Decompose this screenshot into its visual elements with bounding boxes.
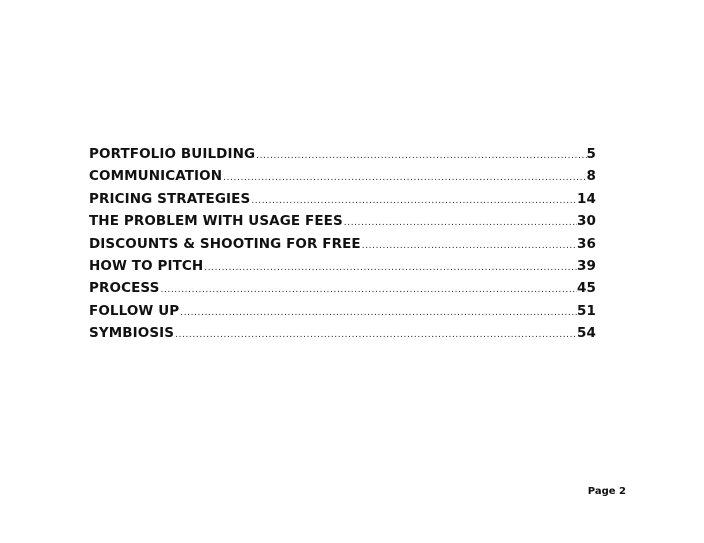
toc-entry-page: 36 [577, 235, 596, 252]
toc-entry-page: 14 [577, 190, 596, 207]
toc-entry-follow-up[interactable] [89, 303, 596, 325]
toc-entry-symbiosis[interactable] [89, 325, 596, 347]
toc-entry-page: 39 [577, 257, 596, 274]
toc-entry-title: SYMBIOSIS [89, 325, 175, 342]
toc-entry-how-to-pitch[interactable] [89, 258, 596, 280]
page-number: Page 2 [587, 486, 626, 497]
toc-dot-leader [255, 151, 586, 161]
toc-entry-communication[interactable] [89, 168, 596, 190]
toc-entry-portfolio-building[interactable] [89, 146, 596, 168]
toc-entry-title: PROCESS [89, 280, 160, 297]
toc-entry-title: HOW TO PITCH [89, 257, 204, 274]
toc-entry-page: 54 [577, 325, 596, 342]
toc-entry-title: PORTFOLIO BUILDING [89, 146, 256, 162]
toc-entry-page: 30 [577, 213, 596, 230]
toc-dot-leader [174, 330, 577, 340]
toc-dot-leader [159, 285, 577, 295]
toc-entry-page: 51 [577, 302, 596, 319]
toc-dot-leader [179, 308, 577, 318]
toc-entry-title: COMMUNICATION [89, 168, 223, 185]
toc-entry-discounts[interactable] [89, 236, 596, 258]
toc-entry-pricing-strategies[interactable] [89, 191, 596, 213]
toc-dot-leader [222, 173, 586, 183]
toc-entry-title: THE PROBLEM WITH USAGE FEES [89, 213, 343, 230]
toc-entry-title: PRICING STRATEGIES [89, 190, 251, 207]
toc-entry-usage-fees[interactable] [89, 213, 596, 235]
toc-entry-page: 5 [586, 146, 596, 162]
toc-dot-leader [250, 196, 577, 206]
toc-dot-leader [343, 218, 577, 228]
toc-entry-page: 8 [586, 168, 596, 185]
toc-entry-process[interactable] [89, 280, 596, 302]
toc-entry-title: DISCOUNTS & SHOOTING FOR FREE [89, 235, 361, 252]
toc-entry-title: FOLLOW UP [89, 302, 180, 319]
table-of-contents [89, 146, 596, 348]
toc-dot-leader [203, 263, 577, 273]
toc-entry-page: 45 [577, 280, 596, 297]
toc-dot-leader [361, 241, 577, 251]
